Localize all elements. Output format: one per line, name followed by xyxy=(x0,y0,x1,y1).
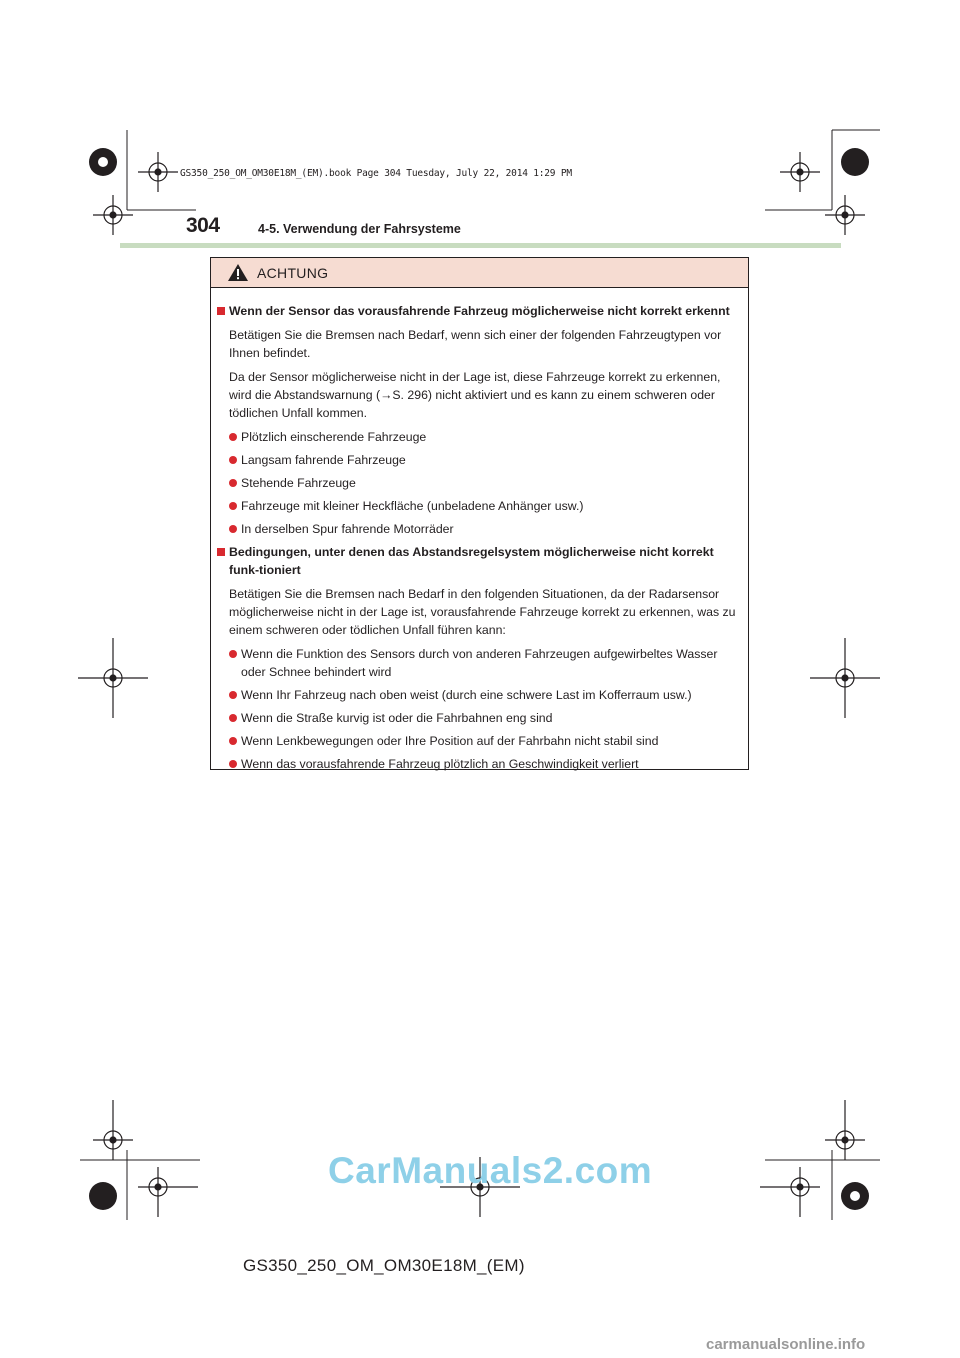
page-number: 304 xyxy=(186,214,220,237)
list-item: Fahrzeuge mit kleiner Heckfläche (unbeladene Anhänger usw.) xyxy=(217,497,742,515)
square-bullet-icon xyxy=(217,307,225,315)
document-code: GS350_250_OM_OM30E18M_(EM) xyxy=(243,1256,525,1275)
warning-header xyxy=(211,258,748,288)
bullet-dot-icon xyxy=(229,525,237,533)
section-heading: Wenn der Sensor das vorausfahrende Fahrzeug möglicherweise nicht korrekt erkennt xyxy=(217,302,742,320)
bullet-dot-icon xyxy=(229,714,237,722)
bullet-dot-icon xyxy=(229,456,237,464)
square-bullet-icon xyxy=(217,548,225,556)
paragraph: Betätigen Sie die Bremsen nach Bedarf, wenn sich einer der folgenden Fahrzeugtypen vor Ihnen befindet. xyxy=(229,328,722,360)
watermark-logo: CarManuals2.com xyxy=(328,1150,653,1191)
list-item: Wenn die Funktion des Sensors durch von anderen Fahrzeugen aufgewirbeltes Wasser oder Schnee behindert wird xyxy=(217,645,742,681)
section-heading: Bedingungen, unter denen das Abstandsregelsystem möglicherweise nicht korrekt funk-tioniert xyxy=(217,543,742,579)
bullet-dot-icon xyxy=(229,691,237,699)
list-item: Wenn die Straße kurvig ist oder die Fahrbahnen eng sind xyxy=(217,709,742,727)
bullet-dot-icon xyxy=(229,650,237,658)
list-item: Wenn Ihr Fahrzeug nach oben weist (durch eine schwere Last im Kofferraum usw.) xyxy=(217,686,742,704)
list-item: Plötzlich einscherende Fahrzeuge xyxy=(217,428,742,446)
list-item: Stehende Fahrzeuge xyxy=(217,474,742,492)
list-item: Wenn Lenkbewegungen oder Ihre Position auf der Fahrbahn nicht stabil sind xyxy=(217,732,742,750)
paragraph: Betätigen Sie die Bremsen nach Bedarf in den folgenden Situationen, da der Radarsensor möglicherweise nicht in der Lage ist, vorausfahrende Fahrzeuge korrekt zu erkennen, was zu einem schweren oder tödlichen Unfall führen kann: xyxy=(229,587,736,637)
warning-box xyxy=(210,257,749,770)
bullet-dot-icon xyxy=(229,479,237,487)
site-footer: carmanualsonline.info xyxy=(706,1336,866,1353)
bullet-dot-icon xyxy=(229,760,237,768)
warning-body xyxy=(211,288,748,773)
bullet-dot-icon xyxy=(229,433,237,441)
warning-title: ACHTUNG xyxy=(257,264,329,281)
bullet-dot-icon xyxy=(229,502,237,510)
paragraph: Da der Sensor möglicherweise nicht in der Lage ist, diese Fahrzeuge korrekt zu erkennen, wird die Abstandswarnung (→S. 296) nicht aktiviert und es kann zu einem schweren oder tödlichen Unfall kommen. xyxy=(229,370,721,420)
list-item: Wenn das vorausfahrende Fahrzeug plötzlich an Geschwindigkeit verliert xyxy=(217,755,742,773)
warning-triangle-icon xyxy=(227,263,249,282)
bullet-dot-icon xyxy=(229,737,237,745)
print-job-header: GS350_250_OM_OM30E18M_(EM).book Page 304 Tuesday, July 22, 2014 1:29 PM xyxy=(180,168,572,179)
header-rule xyxy=(120,243,841,248)
section-title: 4-5. Verwendung der Fahrsysteme xyxy=(258,222,461,236)
list-item: Langsam fahrende Fahrzeuge xyxy=(217,451,742,469)
list-item: In derselben Spur fahrende Motorräder xyxy=(217,520,742,538)
